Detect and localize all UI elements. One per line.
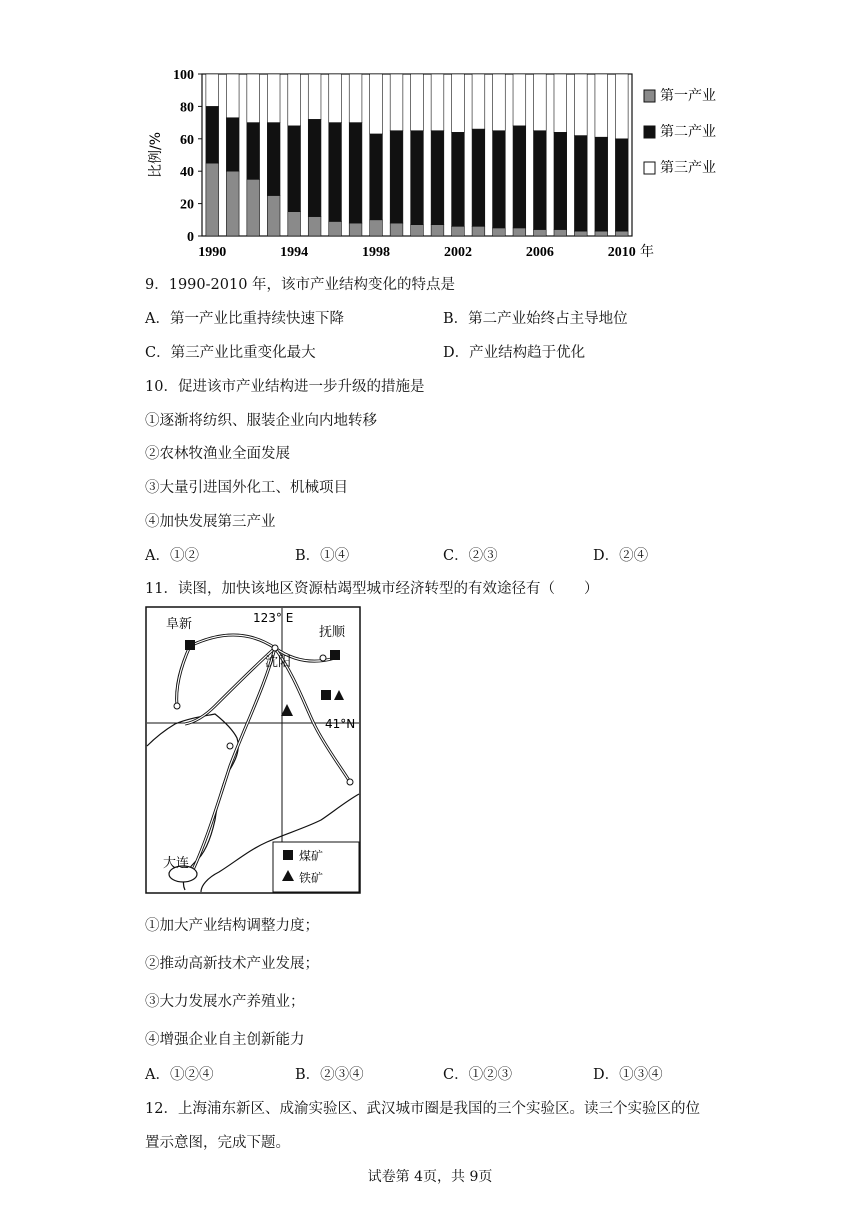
city-label-shenyang: 沈阳 <box>265 655 292 670</box>
bar-segment-2 <box>472 129 485 226</box>
bar-segment-2 <box>513 126 526 228</box>
city-label-fushun: 抚顺 <box>319 625 346 640</box>
bar-segment-1 <box>267 196 280 237</box>
bar-segment-3 <box>411 74 424 131</box>
bar-segment-2 <box>267 123 280 196</box>
legend-swatch <box>644 90 655 102</box>
q9-option-d: D．产业结构趋于优化 <box>443 345 586 361</box>
bar-segment-2 <box>574 136 587 232</box>
bar-segment-2 <box>452 132 465 226</box>
bar-segment-3 <box>206 74 219 106</box>
bar-segment-1 <box>329 221 342 236</box>
q11-item-2: ②推动高新技术产业发展； <box>145 956 319 972</box>
bar-segment-3 <box>390 74 403 131</box>
x-tick-label: 2006 <box>525 245 554 260</box>
x-tick-label: 1990 <box>198 245 227 260</box>
q12-line-1: 12．上海浦东新区、成渝实验区、武汉城市圈是我国的三个实验区。读三个实验区的位 <box>145 1101 700 1117</box>
coal-legend-icon <box>283 850 293 860</box>
bar-segment-3 <box>452 74 465 132</box>
bar-segment-1 <box>308 217 321 236</box>
legend-swatch <box>644 162 655 174</box>
bar-segment-2 <box>308 119 321 216</box>
y-tick-label: 40 <box>180 165 194 181</box>
q9-option-a: A．第一产业比重持续快速下降 <box>145 311 344 327</box>
q11-stem: 11．读图，加快该地区资源枯竭型城市经济转型的有效途径有（ ） <box>145 581 599 597</box>
bar-segment-3 <box>534 74 547 131</box>
bar-segment-1 <box>288 212 301 236</box>
bar-segment-3 <box>267 74 280 123</box>
q10-item-3: ③大量引进国外化工、机械项目 <box>145 480 348 496</box>
x-tick-label: 1994 <box>280 245 309 260</box>
q9-stem: 9．1990-2010 年，该市产业结构变化的特点是 <box>145 277 456 293</box>
bar-segment-1 <box>513 228 526 236</box>
legend-label: 第三产业 <box>660 160 716 176</box>
bar-segment-2 <box>595 137 608 231</box>
bar-segment-2 <box>226 118 239 171</box>
q10-item-4: ④加快发展第三产业 <box>145 514 276 530</box>
legend-label: 第二产业 <box>660 124 716 140</box>
coal-mine-icon <box>185 640 195 650</box>
bar-segment-1 <box>595 231 608 236</box>
q11-option-c: C．①②③ <box>443 1067 513 1083</box>
bar-segment-2 <box>534 131 547 230</box>
bar-segment-1 <box>226 171 239 236</box>
y-tick-label: 60 <box>180 132 194 148</box>
bar-segment-2 <box>390 131 403 223</box>
bar-segment-1 <box>574 231 587 236</box>
x-tick-label: 1998 <box>362 245 391 260</box>
bar-segment-2 <box>493 131 506 228</box>
x-tick-label: 2002 <box>443 245 472 260</box>
bar-segment-2 <box>411 131 424 225</box>
bar-segment-1 <box>452 226 465 236</box>
coal-mine-icon <box>321 690 331 700</box>
bar-segment-3 <box>574 74 587 136</box>
q11-item-1: ①加大产业结构调整力度； <box>145 918 319 934</box>
longitude-label: 123° E <box>253 611 294 625</box>
bar-segment-1 <box>472 226 485 236</box>
q10-option-b: B．①④ <box>295 548 350 564</box>
bar-segment-1 <box>615 231 628 236</box>
bar-segment-2 <box>247 123 260 180</box>
x-tick-label: 2010 <box>607 245 636 260</box>
q10-option-c: C．②③ <box>443 548 498 564</box>
bar-segment-3 <box>615 74 628 139</box>
bar-segment-1 <box>493 228 506 236</box>
bar-segment-1 <box>411 225 424 236</box>
bar-segment-3 <box>226 74 239 118</box>
legend-label: 第一产业 <box>660 88 716 104</box>
x-axis-unit: 年 <box>640 244 654 260</box>
y-tick-label: 20 <box>180 197 194 213</box>
bar-segment-3 <box>472 74 485 129</box>
bar-segment-3 <box>431 74 444 131</box>
bar-segment-3 <box>349 74 362 123</box>
legend-iron: 铁矿 <box>299 871 324 885</box>
bar-segment-3 <box>493 74 506 131</box>
bar-segment-2 <box>554 132 567 229</box>
q11-item-3: ③大力发展水产养殖业； <box>145 994 305 1010</box>
map-figure <box>145 606 361 894</box>
q10-stem: 10．促进该市产业结构进一步升级的措施是 <box>145 379 425 395</box>
q9-option-b: B．第二产业始终占主导地位 <box>443 311 628 327</box>
q9-option-c: C．第三产业比重变化最大 <box>145 345 316 361</box>
bar-segment-2 <box>615 139 628 231</box>
q10-item-1: ①逐渐将纺织、服装企业向内地转移 <box>145 413 377 429</box>
bar-segment-1 <box>390 223 403 236</box>
q10-option-a: A．①② <box>145 548 199 564</box>
q10-item-2: ②农林牧渔业全面发展 <box>145 446 290 462</box>
page-footer: 试卷第 4页，共 9页 <box>367 1169 493 1185</box>
y-tick-label: 0 <box>187 230 194 245</box>
bar-segment-1 <box>534 230 547 236</box>
latitude-label: 41°N <box>325 717 356 731</box>
bar-segment-3 <box>595 74 608 137</box>
legend-coal: 煤矿 <box>299 849 324 863</box>
industry-structure-chart <box>140 60 740 270</box>
y-tick-label: 80 <box>180 100 194 116</box>
bar-segment-1 <box>370 220 383 236</box>
q11-item-4: ④增强企业自主创新能力 <box>145 1032 305 1048</box>
bar-segment-1 <box>247 179 260 236</box>
y-axis-label: 比例/% <box>148 131 164 179</box>
q11-option-d: D．①③④ <box>593 1067 663 1083</box>
bar-segment-3 <box>513 74 526 126</box>
bar-segment-1 <box>554 230 567 236</box>
bar-segment-1 <box>431 225 444 236</box>
bar-segment-3 <box>247 74 260 123</box>
bar-segment-2 <box>431 131 444 225</box>
bar-segment-2 <box>329 123 342 222</box>
q11-option-b: B．②③④ <box>295 1067 364 1083</box>
bar-segment-3 <box>329 74 342 123</box>
bar-segment-3 <box>370 74 383 134</box>
bar-segment-3 <box>308 74 321 119</box>
bar-segment-1 <box>206 163 219 236</box>
bar-segment-2 <box>288 126 301 212</box>
bar-segment-3 <box>288 74 301 126</box>
legend-swatch <box>644 126 655 138</box>
liaoning-map <box>145 606 361 894</box>
bar-segment-2 <box>370 134 383 220</box>
y-tick-label: 100 <box>173 68 194 83</box>
q10-option-d: D．②④ <box>593 548 649 564</box>
coal-mine-icon <box>330 650 340 660</box>
bar-segment-3 <box>554 74 567 132</box>
stacked-bar-chart <box>140 60 740 270</box>
city-label-fuxin: 阜新 <box>166 617 193 632</box>
bar-segment-1 <box>349 223 362 236</box>
bar-segment-2 <box>206 106 219 163</box>
city-label-dalian: 大连 <box>163 856 190 871</box>
bar-segment-2 <box>349 123 362 223</box>
q11-option-a: A．①②④ <box>145 1067 214 1083</box>
q12-line-2: 置示意图，完成下题。 <box>145 1135 290 1151</box>
